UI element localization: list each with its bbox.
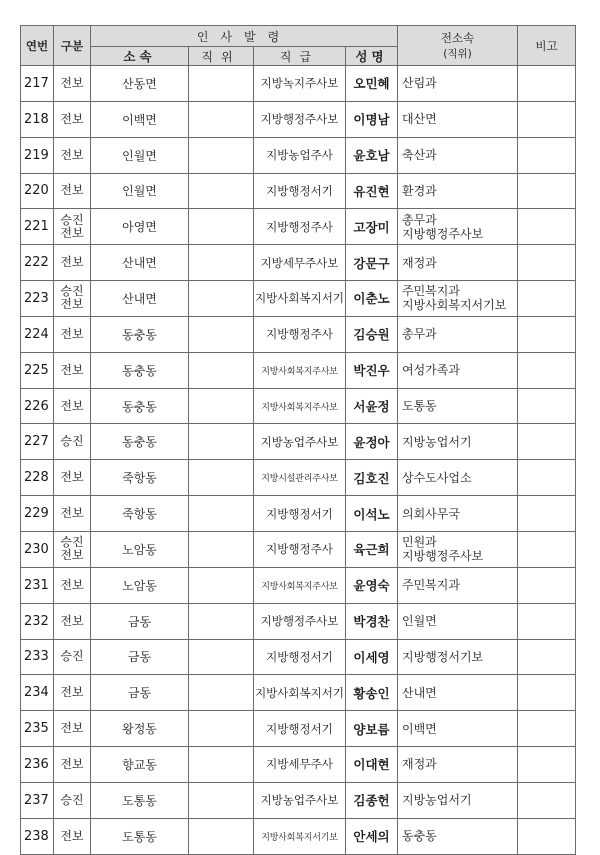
cell-name: 이대현 bbox=[346, 747, 398, 783]
cell-previous-org bbox=[398, 424, 518, 460]
table-row bbox=[21, 424, 576, 460]
prev-line: 총무과 bbox=[402, 212, 437, 227]
prev-line: 동충동 bbox=[402, 829, 437, 844]
kind-line: 전보 bbox=[60, 577, 84, 592]
cell-no: 225 bbox=[21, 352, 54, 388]
cell-no: 224 bbox=[21, 316, 54, 352]
table-row bbox=[21, 388, 576, 424]
cell-note bbox=[518, 531, 576, 567]
cell-note bbox=[518, 711, 576, 747]
header-position: 직위 bbox=[189, 47, 254, 66]
header-note: 비고 bbox=[518, 26, 576, 66]
kind-line: 승진 bbox=[60, 284, 84, 299]
cell-position bbox=[189, 281, 254, 317]
cell-name: 강문구 bbox=[346, 245, 398, 281]
prev-line: 주민복지과 bbox=[402, 284, 460, 299]
cell-name: 윤영숙 bbox=[346, 567, 398, 603]
cell-kind bbox=[54, 66, 91, 102]
kind-line: 전보 bbox=[60, 756, 84, 771]
cell-previous-org bbox=[398, 245, 518, 281]
cell-kind bbox=[54, 352, 91, 388]
cell-note bbox=[518, 639, 576, 675]
prev-line: 산림과 bbox=[402, 76, 437, 91]
cell-name: 김종헌 bbox=[346, 782, 398, 818]
cell-org: 이백면 bbox=[91, 101, 189, 137]
prev-line: 대산면 bbox=[402, 112, 437, 127]
cell-grade: 지방농업주사보 bbox=[254, 424, 346, 460]
cell-no: 223 bbox=[21, 281, 54, 317]
cell-position bbox=[189, 316, 254, 352]
cell-org: 죽항동 bbox=[91, 496, 189, 532]
cell-grade: 지방행정주사 bbox=[254, 209, 346, 245]
cell-name: 윤정아 bbox=[346, 424, 398, 460]
cell-name: 이명남 bbox=[346, 101, 398, 137]
kind-line: 전보 bbox=[60, 297, 84, 312]
cell-kind bbox=[54, 424, 91, 460]
cell-kind bbox=[54, 639, 91, 675]
cell-note bbox=[518, 388, 576, 424]
cell-no: 221 bbox=[21, 209, 54, 245]
kind-line: 전보 bbox=[60, 828, 84, 843]
cell-org: 동충동 bbox=[91, 316, 189, 352]
cell-name: 김호진 bbox=[346, 460, 398, 496]
cell-kind bbox=[54, 316, 91, 352]
cell-no: 236 bbox=[21, 747, 54, 783]
cell-org: 산동면 bbox=[91, 66, 189, 102]
table-row bbox=[21, 209, 576, 245]
kind-line: 전보 bbox=[60, 506, 84, 521]
table-row bbox=[21, 639, 576, 675]
kind-line: 전보 bbox=[60, 225, 84, 240]
cell-org: 인월면 bbox=[91, 137, 189, 173]
cell-kind bbox=[54, 782, 91, 818]
cell-org: 금동 bbox=[91, 639, 189, 675]
table-row bbox=[21, 66, 576, 102]
prev-line: 축산과 bbox=[402, 148, 437, 163]
cell-grade: 지방세무주사보 bbox=[254, 245, 346, 281]
cell-kind bbox=[54, 496, 91, 532]
cell-grade: 지방행정주사 bbox=[254, 316, 346, 352]
cell-note bbox=[518, 66, 576, 102]
personnel-order-sheet bbox=[20, 25, 575, 855]
table-row bbox=[21, 101, 576, 137]
cell-previous-org bbox=[398, 818, 518, 854]
cell-name: 박경찬 bbox=[346, 603, 398, 639]
table-row bbox=[21, 567, 576, 603]
cell-previous-org bbox=[398, 675, 518, 711]
prev-line: 지방행정주사보 bbox=[402, 549, 484, 564]
cell-previous-org bbox=[398, 460, 518, 496]
cell-position bbox=[189, 424, 254, 460]
header-previous-org bbox=[398, 26, 518, 66]
cell-no: 229 bbox=[21, 496, 54, 532]
cell-kind bbox=[54, 281, 91, 317]
cell-org: 동충동 bbox=[91, 424, 189, 460]
cell-grade: 지방행정서기 bbox=[254, 639, 346, 675]
prev-line: 의회사무국 bbox=[402, 506, 460, 521]
kind-line: 전보 bbox=[60, 326, 84, 341]
cell-name: 양보름 bbox=[346, 711, 398, 747]
cell-org: 노암동 bbox=[91, 567, 189, 603]
cell-grade: 지방사회복지서기 bbox=[254, 675, 346, 711]
cell-position bbox=[189, 352, 254, 388]
cell-position bbox=[189, 460, 254, 496]
cell-no: 230 bbox=[21, 531, 54, 567]
kind-line: 승진 bbox=[60, 535, 84, 550]
personnel-order-table bbox=[20, 25, 576, 855]
cell-position bbox=[189, 639, 254, 675]
cell-no: 218 bbox=[21, 101, 54, 137]
table-row bbox=[21, 281, 576, 317]
cell-name: 오민혜 bbox=[346, 66, 398, 102]
cell-name: 김승원 bbox=[346, 316, 398, 352]
cell-note bbox=[518, 245, 576, 281]
cell-position bbox=[189, 173, 254, 209]
cell-name: 이춘노 bbox=[346, 281, 398, 317]
cell-note bbox=[518, 173, 576, 209]
cell-org: 도통동 bbox=[91, 818, 189, 854]
cell-org: 동충동 bbox=[91, 388, 189, 424]
cell-org: 금동 bbox=[91, 675, 189, 711]
prev-line: 지방농업서기 bbox=[402, 793, 472, 808]
cell-grade: 지방사회복지주사보 bbox=[254, 352, 346, 388]
table-body bbox=[21, 66, 576, 855]
cell-position bbox=[189, 531, 254, 567]
cell-no: 219 bbox=[21, 137, 54, 173]
prev-line: 주민복지과 bbox=[402, 578, 460, 593]
cell-org: 산내면 bbox=[91, 245, 189, 281]
cell-no: 231 bbox=[21, 567, 54, 603]
kind-line: 전보 bbox=[60, 183, 84, 198]
cell-grade: 지방녹지주사보 bbox=[254, 66, 346, 102]
cell-position bbox=[189, 818, 254, 854]
cell-grade: 지방행정주사보 bbox=[254, 603, 346, 639]
cell-grade: 지방세무주사 bbox=[254, 747, 346, 783]
cell-note bbox=[518, 496, 576, 532]
cell-position bbox=[189, 388, 254, 424]
cell-previous-org bbox=[398, 316, 518, 352]
table-row bbox=[21, 316, 576, 352]
header-prev-sub: (직위) bbox=[443, 48, 472, 60]
cell-name: 서윤정 bbox=[346, 388, 398, 424]
table-row bbox=[21, 173, 576, 209]
prev-line: 환경과 bbox=[402, 183, 437, 198]
cell-name: 유진현 bbox=[346, 173, 398, 209]
cell-org: 죽항동 bbox=[91, 460, 189, 496]
cell-previous-org bbox=[398, 388, 518, 424]
table-row bbox=[21, 137, 576, 173]
kind-line: 전보 bbox=[60, 613, 84, 628]
kind-line: 승진 bbox=[60, 792, 84, 807]
cell-no: 222 bbox=[21, 245, 54, 281]
cell-name: 안세의 bbox=[346, 818, 398, 854]
cell-grade: 지방사회복지주사보 bbox=[254, 567, 346, 603]
cell-no: 233 bbox=[21, 639, 54, 675]
cell-grade: 지방행정주사보 bbox=[254, 101, 346, 137]
cell-name: 이세영 bbox=[346, 639, 398, 675]
cell-no: 238 bbox=[21, 818, 54, 854]
cell-no: 228 bbox=[21, 460, 54, 496]
prev-line: 여성가족과 bbox=[402, 363, 460, 378]
cell-kind bbox=[54, 173, 91, 209]
cell-org: 아영면 bbox=[91, 209, 189, 245]
cell-no: 232 bbox=[21, 603, 54, 639]
header-no: 연번 bbox=[21, 26, 54, 66]
cell-note bbox=[518, 424, 576, 460]
prev-line: 지방행정서기보 bbox=[402, 649, 484, 664]
cell-previous-org bbox=[398, 531, 518, 567]
header-grade: 직급 bbox=[254, 47, 346, 66]
cell-name: 이석노 bbox=[346, 496, 398, 532]
header-personnel-order: 인사발령 bbox=[91, 26, 398, 47]
cell-position bbox=[189, 66, 254, 102]
cell-previous-org bbox=[398, 603, 518, 639]
kind-line: 전보 bbox=[60, 548, 84, 563]
table-row bbox=[21, 675, 576, 711]
cell-no: 237 bbox=[21, 782, 54, 818]
cell-kind bbox=[54, 567, 91, 603]
cell-kind bbox=[54, 460, 91, 496]
prev-line: 인월면 bbox=[402, 614, 437, 629]
cell-kind bbox=[54, 818, 91, 854]
cell-no: 226 bbox=[21, 388, 54, 424]
cell-kind bbox=[54, 209, 91, 245]
cell-note bbox=[518, 137, 576, 173]
table-row bbox=[21, 747, 576, 783]
prev-line: 상수도사업소 bbox=[402, 470, 472, 485]
cell-grade: 지방행정주사 bbox=[254, 531, 346, 567]
cell-org: 도통동 bbox=[91, 782, 189, 818]
cell-kind bbox=[54, 101, 91, 137]
kind-line: 승진 bbox=[60, 434, 84, 449]
prev-line: 산내면 bbox=[402, 685, 437, 700]
cell-name: 박진우 bbox=[346, 352, 398, 388]
prev-line: 재정과 bbox=[402, 255, 437, 270]
cell-position bbox=[189, 245, 254, 281]
cell-previous-org bbox=[398, 66, 518, 102]
prev-line: 지방농업서기 bbox=[402, 434, 472, 449]
cell-previous-org bbox=[398, 567, 518, 603]
header-org: 소속 bbox=[91, 47, 189, 66]
header-name: 성명 bbox=[346, 47, 398, 66]
kind-line: 전보 bbox=[60, 111, 84, 126]
cell-kind bbox=[54, 675, 91, 711]
table-row bbox=[21, 711, 576, 747]
cell-previous-org bbox=[398, 747, 518, 783]
cell-grade: 지방시설관리주사보 bbox=[254, 460, 346, 496]
cell-position bbox=[189, 137, 254, 173]
cell-grade: 지방행정서기 bbox=[254, 173, 346, 209]
cell-position bbox=[189, 782, 254, 818]
kind-line: 전보 bbox=[60, 147, 84, 162]
table-row bbox=[21, 818, 576, 854]
kind-line: 전보 bbox=[60, 721, 84, 736]
cell-name: 고장미 bbox=[346, 209, 398, 245]
cell-kind bbox=[54, 603, 91, 639]
cell-note bbox=[518, 281, 576, 317]
table-row bbox=[21, 460, 576, 496]
cell-grade: 지방농업주사 bbox=[254, 137, 346, 173]
cell-name: 윤호남 bbox=[346, 137, 398, 173]
cell-position bbox=[189, 603, 254, 639]
cell-previous-org bbox=[398, 782, 518, 818]
cell-grade: 지방사회복지서기보 bbox=[254, 818, 346, 854]
prev-line: 민원과 bbox=[402, 535, 437, 550]
cell-grade: 지방농업주사보 bbox=[254, 782, 346, 818]
cell-note bbox=[518, 675, 576, 711]
cell-grade: 지방행정서기 bbox=[254, 496, 346, 532]
table-row bbox=[21, 245, 576, 281]
cell-no: 217 bbox=[21, 66, 54, 102]
cell-previous-org bbox=[398, 101, 518, 137]
cell-position bbox=[189, 675, 254, 711]
cell-position bbox=[189, 567, 254, 603]
cell-previous-org bbox=[398, 639, 518, 675]
cell-no: 235 bbox=[21, 711, 54, 747]
cell-grade: 지방사회복지주사보 bbox=[254, 388, 346, 424]
table-row bbox=[21, 782, 576, 818]
cell-previous-org bbox=[398, 711, 518, 747]
prev-line: 지방행정주사보 bbox=[402, 226, 484, 241]
cell-kind bbox=[54, 137, 91, 173]
cell-grade: 지방행정서기 bbox=[254, 711, 346, 747]
cell-no: 234 bbox=[21, 675, 54, 711]
kind-line: 전보 bbox=[60, 75, 84, 90]
cell-name: 황송인 bbox=[346, 675, 398, 711]
cell-previous-org bbox=[398, 496, 518, 532]
kind-line: 전보 bbox=[60, 398, 84, 413]
cell-grade: 지방사회복지서기 bbox=[254, 281, 346, 317]
prev-line: 재정과 bbox=[402, 757, 437, 772]
cell-note bbox=[518, 747, 576, 783]
cell-org: 산내면 bbox=[91, 281, 189, 317]
table-row bbox=[21, 352, 576, 388]
cell-note bbox=[518, 818, 576, 854]
cell-previous-org bbox=[398, 173, 518, 209]
cell-note bbox=[518, 101, 576, 137]
cell-no: 227 bbox=[21, 424, 54, 460]
header-prev-label: 전소속 bbox=[440, 31, 475, 45]
cell-previous-org bbox=[398, 137, 518, 173]
cell-position bbox=[189, 711, 254, 747]
cell-name: 육근희 bbox=[346, 531, 398, 567]
cell-previous-org bbox=[398, 281, 518, 317]
cell-kind bbox=[54, 711, 91, 747]
cell-org: 금동 bbox=[91, 603, 189, 639]
prev-line: 총무과 bbox=[402, 327, 437, 342]
cell-note bbox=[518, 352, 576, 388]
kind-line: 전보 bbox=[60, 470, 84, 485]
table-row bbox=[21, 496, 576, 532]
cell-previous-org bbox=[398, 352, 518, 388]
prev-line: 이백면 bbox=[402, 721, 437, 736]
table-row bbox=[21, 531, 576, 567]
cell-no: 220 bbox=[21, 173, 54, 209]
cell-org: 동충동 bbox=[91, 352, 189, 388]
cell-org: 인월면 bbox=[91, 173, 189, 209]
kind-line: 전보 bbox=[60, 685, 84, 700]
cell-position bbox=[189, 496, 254, 532]
cell-kind bbox=[54, 747, 91, 783]
kind-line: 전보 bbox=[60, 255, 84, 270]
cell-note bbox=[518, 316, 576, 352]
kind-line: 승진 bbox=[60, 649, 84, 664]
cell-note bbox=[518, 603, 576, 639]
cell-position bbox=[189, 747, 254, 783]
prev-line: 도통동 bbox=[402, 399, 437, 414]
cell-note bbox=[518, 209, 576, 245]
cell-org: 향교동 bbox=[91, 747, 189, 783]
kind-line: 전보 bbox=[60, 362, 84, 377]
cell-note bbox=[518, 567, 576, 603]
cell-position bbox=[189, 101, 254, 137]
cell-org: 왕정동 bbox=[91, 711, 189, 747]
prev-line: 지방사회복지서기보 bbox=[402, 298, 507, 313]
cell-kind bbox=[54, 531, 91, 567]
header-kind: 구분 bbox=[54, 26, 91, 66]
table-row bbox=[21, 603, 576, 639]
cell-kind bbox=[54, 388, 91, 424]
cell-note bbox=[518, 460, 576, 496]
cell-kind bbox=[54, 245, 91, 281]
kind-line: 승진 bbox=[60, 212, 84, 227]
cell-previous-org bbox=[398, 209, 518, 245]
cell-org: 노암동 bbox=[91, 531, 189, 567]
cell-note bbox=[518, 782, 576, 818]
cell-position bbox=[189, 209, 254, 245]
